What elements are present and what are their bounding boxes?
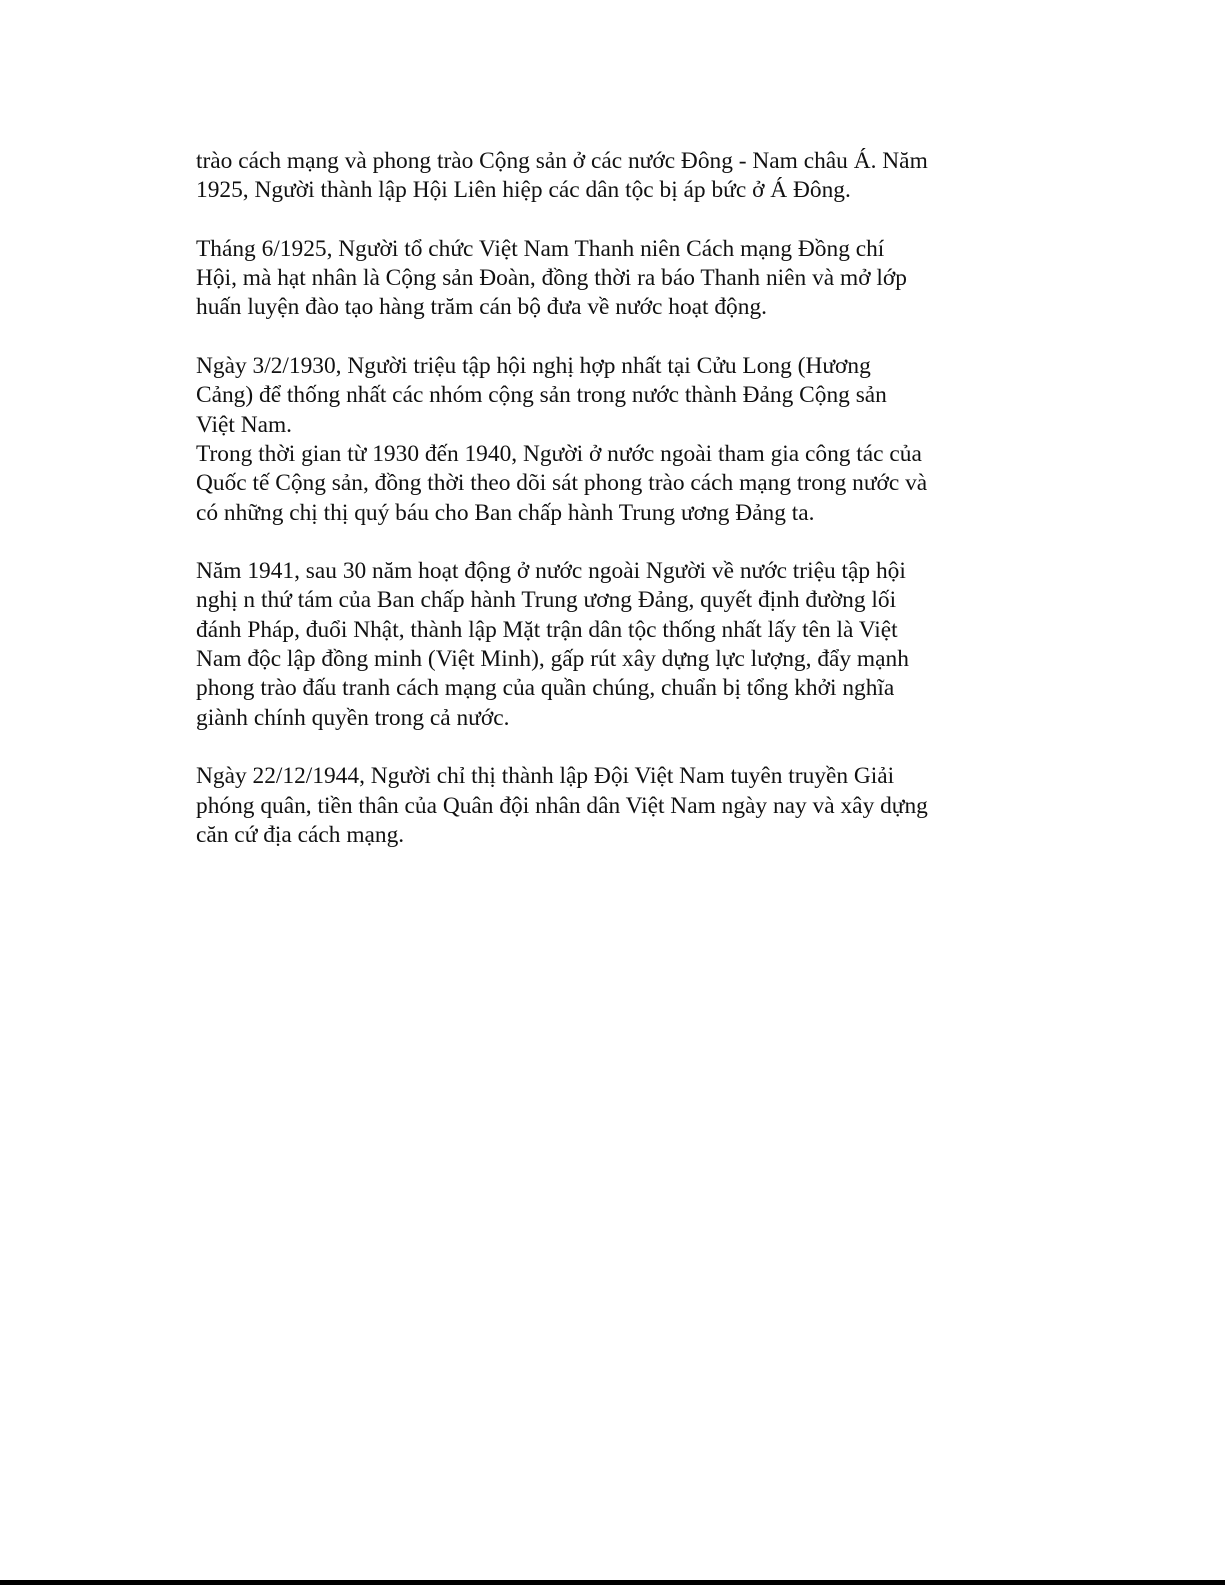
paragraph-line: nghị n thứ tám của Ban chấp hành Trung ương Đảng, quyết định đường lối [196,587,897,614]
paragraph-line: Ngày 3/2/1930, Người triệu tập hội nghị hợp nhất tại Cửu Long (Hương [196,353,871,380]
paragraph-line: Nam độc lập đồng minh (Việt Minh), gấp rút xây dựng lực lượng, đẩy mạnh [196,646,909,673]
paragraph-line: Tháng 6/1925, Người tổ chức Việt Nam Thanh niên Cách mạng Đồng chí [196,235,885,262]
paragraph-5 [196,762,1006,850]
paragraph-line: Trong thời gian từ 1930 đến 1940, Người ở nước ngoài tham gia công tác của [196,440,922,467]
page-bottom-border [0,1580,1225,1585]
paragraph-line: Hội, mà hạt nhân là Cộng sản Đoàn, đồng thời ra báo Thanh niên và mở lớp [196,265,907,292]
paragraph-line: Quốc tế Cộng sản, đồng thời theo dõi sát phong trào cách mạng trong nước và [196,470,928,497]
paragraph-line: phóng quân, tiền thân của Quân đội nhân dân Việt Nam ngày nay và xây dựng [196,792,928,819]
paragraph-4 [196,557,1006,733]
paragraph-1 [196,147,1006,206]
paragraph-line: có những chị thị quý báu cho Ban chấp hành Trung ương Đảng ta. [196,499,815,526]
paragraph-line: Năm 1941, sau 30 năm hoạt động ở nước ngoài Người về nước triệu tập hội [196,558,906,585]
paragraph-3 [196,352,1006,528]
paragraph-spacer [196,323,1006,352]
paragraph-spacer [196,528,1006,557]
document-body [196,147,1006,850]
paragraph-line: phong trào đấu tranh cách mạng của quần chúng, chuẩn bị tổng khởi nghĩa [196,675,895,702]
paragraph-line: 1925, Người thành lập Hội Liên hiệp các dân tộc bị áp bức ở Á Đông. [196,177,851,204]
paragraph-spacer [196,206,1006,235]
paragraph-line: Việt Nam. [196,411,293,438]
paragraph-line: giành chính quyền trong cả nước. [196,704,510,731]
paragraph-spacer [196,733,1006,762]
paragraph-line: trào cách mạng và phong trào Cộng sản ở các nước Đông - Nam châu Á. Năm [196,148,928,174]
paragraph-line: huấn luyện đào tạo hàng trăm cán bộ đưa về nước hoạt động. [196,294,767,321]
paragraph-2 [196,235,1006,323]
paragraph-line: Ngày 22/12/1944, Người chỉ thị thành lập Đội Việt Nam tuyên truyền Giải [196,763,895,790]
paragraph-line: đánh Pháp, đuổi Nhật, thành lập Mặt trận dân tộc thống nhất lấy tên là Việt [196,616,898,643]
paragraph-line: Cảng) để thống nhất các nhóm cộng sản trong nước thành Đảng Cộng sản [196,382,887,409]
paragraph-line: căn cứ địa cách mạng. [196,821,405,848]
